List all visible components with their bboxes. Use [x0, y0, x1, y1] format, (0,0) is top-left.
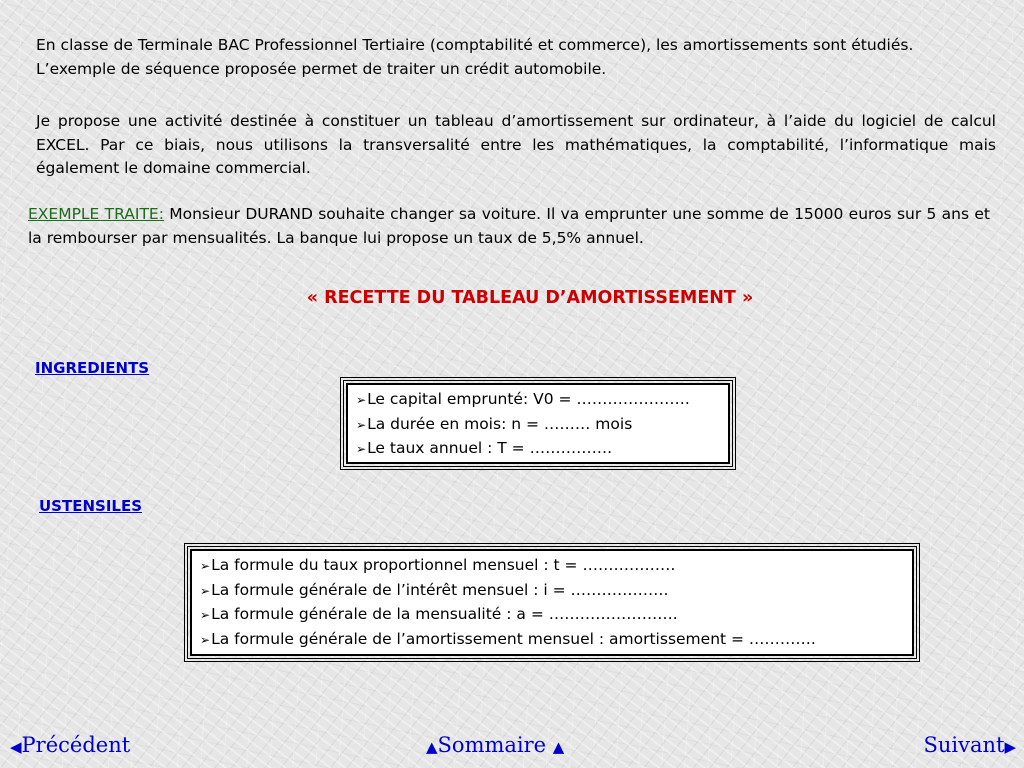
summary-link[interactable]: [426, 733, 564, 757]
ustensiles-box: [184, 543, 920, 662]
summary-label: Sommaire: [437, 733, 547, 757]
ingredients-heading[interactable]: INGREDIENTS: [35, 359, 150, 377]
ustensile-item-text: La formule générale de l’intérêt mensuel : i = ……………….: [211, 580, 669, 599]
ingredient-item: [356, 437, 720, 462]
previous-label: Précédent: [21, 733, 131, 757]
ingredient-item-text: La durée en mois: n = ……… mois: [367, 414, 633, 433]
next-label: Suivant: [923, 733, 1005, 757]
ingredient-item: [356, 413, 720, 438]
ingredients-list: [346, 383, 730, 464]
next-link[interactable]: [923, 733, 1016, 757]
example-label: EXEMPLE TRAITE:: [28, 205, 164, 223]
arrow-right-bullet-icon: ➢: [200, 559, 211, 573]
arrow-right-bullet-icon: ➢: [200, 608, 211, 622]
ingredient-item-text: Le capital emprunté: V0 = ………………….: [367, 390, 690, 408]
ustensile-item: [200, 554, 904, 579]
ustensile-item-text: La formule générale de la mensualité : a = …………………….: [211, 605, 678, 623]
triangle-up-icon: ▲: [426, 738, 438, 756]
triangle-up-icon: ▲: [552, 738, 565, 756]
arrow-right-bullet-icon: ➢: [200, 632, 211, 647]
triangle-left-icon: ◀: [10, 738, 22, 756]
ustensiles-heading[interactable]: USTENSILES: [39, 497, 143, 515]
arrow-right-bullet-icon: ➢: [356, 442, 367, 456]
ingredient-item: [356, 388, 720, 413]
previous-link[interactable]: [10, 733, 130, 757]
intro-paragraph-2: Je propose une activité destinée à constituer un tableau d’amortissement sur ordinateur, à l’aide du logiciel de calcul EXCEL. Par ce biais, nous utilisons la transversalité entre les mathématiques, la comptabilité, l’informatique mais également le domaine commercial.: [36, 112, 996, 177]
ustensile-item: [200, 579, 904, 604]
example-paragraph: [28, 203, 990, 250]
ingredient-item-text: Le taux annuel : T = …………….: [367, 439, 613, 457]
ustensiles-list: [190, 549, 914, 656]
recipe-title: « RECETTE DU TABLEAU D’AMORTISSEMENT »: [306, 288, 754, 308]
ingredients-box: [340, 377, 736, 470]
ustensile-item: [200, 628, 904, 653]
ustensile-item-text: La formule générale de l’amortissement mensuel : amortissement = ………….: [211, 629, 816, 648]
intro-paragraph-1: En classe de Terminale BAC Professionnel Tertiaire (comptabilité et commerce), les amortissements sont étudiés. L’exemple de séquence proposée permet de traiter un crédit automobile.: [36, 36, 914, 78]
ustensile-item-text: La formule du taux proportionnel mensuel : t = ………………: [211, 556, 676, 574]
arrow-right-bullet-icon: ➢: [356, 417, 367, 432]
ustensile-item: [200, 603, 904, 628]
triangle-right-icon: ▶: [1004, 738, 1016, 756]
arrow-right-bullet-icon: ➢: [356, 393, 367, 407]
arrow-right-bullet-icon: ➢: [200, 583, 211, 598]
example-text: Monsieur DURAND souhaite changer sa voiture. Il va emprunter une somme de 15000 euros sur 5 ans et la rembourser par mensualités. La banque lui propose un taux de 5,5% annuel.: [28, 205, 990, 247]
